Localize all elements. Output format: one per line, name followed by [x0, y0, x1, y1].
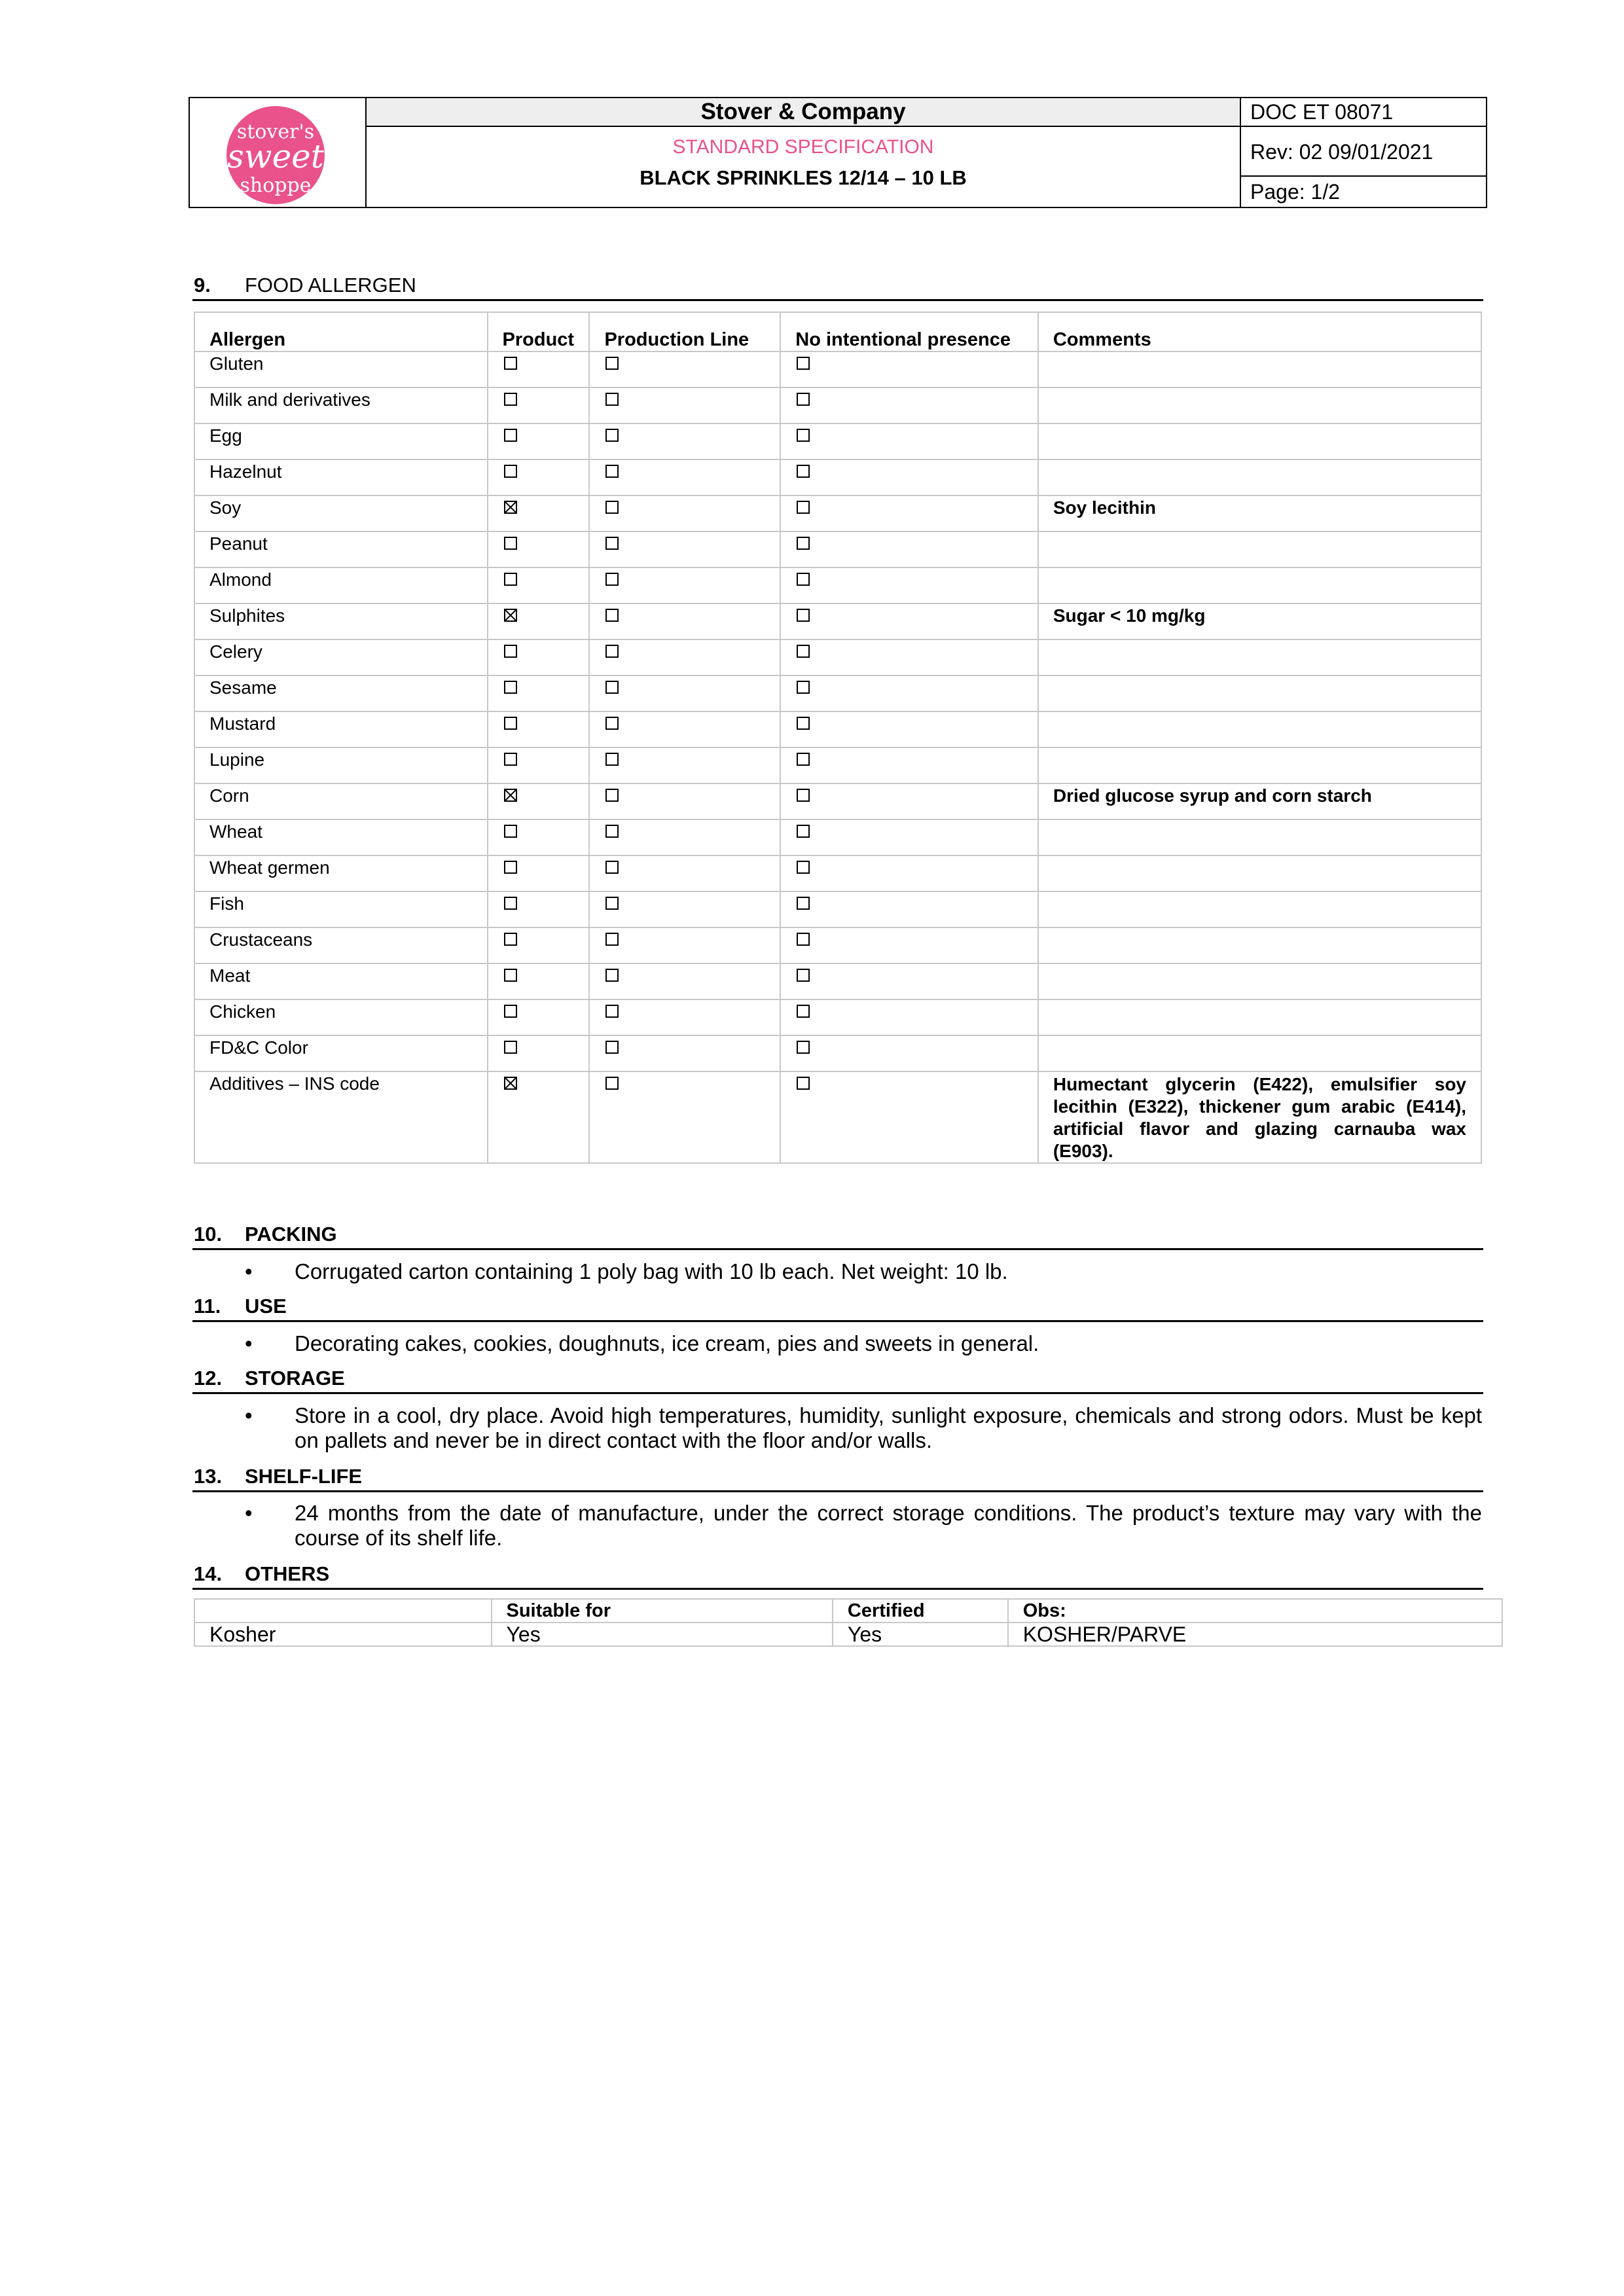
no-intentional-presence-checkbox-cell	[780, 351, 1038, 387]
no-intentional-presence-checkbox-cell	[780, 531, 1038, 567]
allergen-name: Chicken	[194, 999, 488, 1035]
production-line-checkbox[interactable]	[605, 933, 619, 946]
no-intentional-presence-checkbox-cell	[780, 855, 1038, 891]
no-intentional-presence-checkbox-cell	[780, 963, 1038, 999]
production-line-checkbox[interactable]	[605, 501, 619, 514]
production-line-checkbox[interactable]	[605, 357, 619, 370]
allergen-comment	[1038, 531, 1481, 567]
allergen-comment	[1038, 387, 1481, 423]
allergen-comment	[1038, 999, 1481, 1035]
allergen-name: Almond	[194, 567, 488, 603]
no-intentional-presence-checkbox[interactable]	[797, 933, 810, 946]
production-line-checkbox[interactable]	[605, 645, 619, 658]
production-line-checkbox[interactable]	[605, 681, 619, 694]
allergen-name: Fish	[194, 891, 488, 927]
allergen-comment	[1038, 639, 1481, 675]
table-row	[194, 639, 1481, 675]
product-checkbox-cell	[488, 495, 590, 531]
allergen-name: Wheat germen	[194, 855, 488, 891]
table-row	[194, 855, 1481, 891]
no-intentional-presence-checkbox[interactable]	[797, 897, 810, 910]
col-production-line: Production Line	[589, 312, 780, 351]
product-checkbox[interactable]	[504, 969, 517, 982]
no-intentional-presence-checkbox[interactable]	[797, 861, 810, 874]
product-checkbox-cell	[488, 783, 590, 819]
section-title: SHELF-LIFE	[245, 1465, 363, 1488]
no-intentional-presence-checkbox-cell	[780, 999, 1038, 1035]
no-intentional-presence-checkbox[interactable]	[797, 789, 810, 802]
product-checkbox[interactable]	[504, 789, 517, 802]
allergen-name: Hazelnut	[194, 459, 488, 495]
section-packing	[192, 1221, 1483, 1250]
product-checkbox[interactable]	[504, 357, 517, 370]
no-intentional-presence-checkbox[interactable]	[797, 717, 810, 730]
allergen-name: Meat	[194, 963, 488, 999]
no-intentional-presence-checkbox-cell	[780, 387, 1038, 423]
production-line-checkbox-cell	[589, 1071, 780, 1163]
production-line-checkbox-cell	[589, 747, 780, 783]
production-line-checkbox-cell	[589, 531, 780, 567]
no-intentional-presence-checkbox-cell	[780, 675, 1038, 711]
others-certified: Yes	[833, 1623, 1008, 1646]
document-header	[189, 97, 1487, 208]
section-number: 12.	[194, 1367, 223, 1390]
col-allergen: Allergen	[194, 312, 488, 351]
section-number: 13.	[194, 1465, 223, 1488]
no-intentional-presence-checkbox[interactable]	[797, 429, 810, 442]
table-row	[194, 1071, 1481, 1163]
section-storage	[192, 1365, 1483, 1394]
no-intentional-presence-checkbox-cell	[780, 567, 1038, 603]
col-no-intentional-presence: No intentional presence	[780, 312, 1038, 351]
no-intentional-presence-checkbox[interactable]	[797, 1041, 810, 1054]
product-checkbox-cell	[488, 855, 590, 891]
no-intentional-presence-checkbox[interactable]	[797, 609, 810, 622]
no-intentional-presence-checkbox[interactable]	[797, 969, 810, 982]
no-intentional-presence-checkbox-cell	[780, 459, 1038, 495]
allergen-name: Gluten	[194, 351, 488, 387]
allergen-name: Milk and derivatives	[194, 387, 488, 423]
others-suitable: Yes	[492, 1623, 833, 1646]
section-number: 10.	[194, 1223, 223, 1246]
production-line-checkbox-cell	[589, 711, 780, 747]
col-item	[194, 1599, 492, 1623]
allergen-name: Egg	[194, 423, 488, 459]
table-row	[194, 459, 1481, 495]
table-row	[194, 531, 1481, 567]
allergen-name: Soy	[194, 495, 488, 531]
product-checkbox[interactable]	[504, 681, 517, 694]
col-suitable-for: Suitable for	[492, 1599, 833, 1623]
section-title: OTHERS	[245, 1562, 330, 1585]
no-intentional-presence-checkbox-cell	[780, 711, 1038, 747]
no-intentional-presence-checkbox[interactable]	[797, 645, 810, 658]
product-checkbox[interactable]	[504, 465, 517, 478]
allergen-comment	[1038, 423, 1481, 459]
product-checkbox[interactable]	[504, 393, 517, 406]
allergen-table-body	[194, 351, 1481, 1163]
product-checkbox-cell	[488, 603, 590, 639]
production-line-checkbox[interactable]	[605, 537, 619, 550]
allergen-comment	[1038, 567, 1481, 603]
allergen-comment	[1038, 351, 1481, 387]
section-others	[192, 1561, 1483, 1590]
no-intentional-presence-checkbox[interactable]	[797, 1005, 810, 1018]
production-line-checkbox[interactable]	[605, 1005, 619, 1018]
bullet-text: Decorating cakes, cookies, doughnuts, ice cream, pies and sweets in general.	[295, 1331, 1039, 1355]
production-line-checkbox[interactable]	[605, 393, 619, 406]
table-row	[194, 711, 1481, 747]
no-intentional-presence-checkbox-cell	[780, 783, 1038, 819]
product-checkbox-cell	[488, 891, 590, 927]
allergen-name: Celery	[194, 639, 488, 675]
product-checkbox-cell	[488, 927, 590, 963]
product-checkbox-cell	[488, 963, 590, 999]
no-intentional-presence-checkbox[interactable]	[797, 753, 810, 766]
section-food-allergen	[192, 272, 1483, 301]
page-number: Page: 1/2	[1250, 180, 1340, 204]
doc-number: DOC ET 08071	[1241, 98, 1486, 127]
production-line-checkbox[interactable]	[605, 609, 619, 622]
table-row	[194, 351, 1481, 387]
bullet-text: Store in a cool, dry place. Avoid high temperatures, humidity, sunlight exposure, chemicals and strong odors. Must be kept on pallets and never be in direct contact with the floor and/or walls.	[295, 1403, 1482, 1452]
bullet-icon: •	[245, 1331, 253, 1355]
no-intentional-presence-checkbox-cell	[780, 423, 1038, 459]
production-line-checkbox-cell	[589, 855, 780, 891]
allergen-name: Sesame	[194, 675, 488, 711]
brand-logo	[226, 106, 325, 204]
no-intentional-presence-checkbox-cell	[780, 639, 1038, 675]
production-line-checkbox[interactable]	[605, 717, 619, 730]
allergen-name: Peanut	[194, 531, 488, 567]
product-checkbox-cell	[488, 459, 590, 495]
spec-type: STANDARD SPECIFICATION	[672, 136, 934, 158]
logo-line-3: shoppe	[240, 174, 312, 197]
bullet-icon: •	[245, 1259, 253, 1283]
production-line-checkbox-cell	[589, 675, 780, 711]
table-row	[194, 963, 1481, 999]
production-line-checkbox-cell	[589, 351, 780, 387]
bullet-icon: •	[245, 1403, 253, 1427]
production-line-checkbox[interactable]	[605, 1077, 619, 1090]
allergen-comment	[1038, 891, 1481, 927]
revision: Rev: 02 09/01/2021	[1241, 127, 1486, 177]
allergen-table-header	[194, 312, 1481, 351]
production-line-checkbox-cell	[589, 639, 780, 675]
section-use	[192, 1293, 1483, 1322]
production-line-checkbox-cell	[589, 495, 780, 531]
allergen-comment	[1038, 819, 1481, 855]
allergen-table	[194, 312, 1482, 1164]
table-row	[194, 783, 1481, 819]
product-checkbox[interactable]	[504, 573, 517, 586]
product-checkbox[interactable]	[504, 1077, 517, 1090]
others-table	[194, 1598, 1503, 1647]
table-row	[194, 603, 1481, 639]
allergen-name: Sulphites	[194, 603, 488, 639]
section-number: 9.	[194, 274, 211, 296]
product-checkbox[interactable]	[504, 897, 517, 910]
col-certified: Certified	[833, 1599, 1008, 1623]
allergen-name: FD&C Color	[194, 1035, 488, 1071]
production-line-checkbox[interactable]	[605, 969, 619, 982]
allergen-comment: Sugar < 10 mg/kg	[1038, 603, 1481, 639]
production-line-checkbox[interactable]	[605, 825, 619, 838]
allergen-comment: Dried glucose syrup and corn starch	[1038, 783, 1481, 819]
section-title: STORAGE	[245, 1367, 345, 1390]
production-line-checkbox-cell	[589, 999, 780, 1035]
others-item: Kosher	[194, 1623, 492, 1646]
production-line-checkbox-cell	[589, 387, 780, 423]
section-title: PACKING	[245, 1223, 337, 1246]
bullet-icon: •	[245, 1501, 253, 1525]
section-title: USE	[245, 1295, 287, 1318]
section-shelf-life	[192, 1463, 1483, 1492]
product-checkbox-cell	[488, 675, 590, 711]
section-title: FOOD ALLERGEN	[245, 274, 416, 296]
product-checkbox[interactable]	[504, 1005, 517, 1018]
table-row	[194, 387, 1481, 423]
logo-line-2: sweet	[227, 137, 324, 175]
no-intentional-presence-checkbox[interactable]	[797, 825, 810, 838]
col-product: Product	[488, 312, 590, 351]
product-checkbox[interactable]	[504, 429, 517, 442]
production-line-checkbox[interactable]	[605, 465, 619, 478]
product-checkbox-cell	[488, 387, 590, 423]
product-checkbox-cell	[488, 711, 590, 747]
table-row	[194, 1623, 1502, 1646]
product-checkbox-cell	[488, 423, 590, 459]
production-line-checkbox-cell	[589, 603, 780, 639]
others-table-header	[194, 1599, 1502, 1623]
section-number: 14.	[194, 1562, 223, 1585]
table-row	[194, 1035, 1481, 1071]
allergen-name: Mustard	[194, 711, 488, 747]
product-checkbox-cell	[488, 567, 590, 603]
product-checkbox[interactable]	[504, 861, 517, 874]
table-row	[194, 675, 1481, 711]
table-row	[194, 999, 1481, 1035]
allergen-comment	[1038, 963, 1481, 999]
no-intentional-presence-checkbox-cell	[780, 1035, 1038, 1071]
product-checkbox-cell	[488, 1035, 590, 1071]
allergen-comment	[1038, 1035, 1481, 1071]
no-intentional-presence-checkbox[interactable]	[797, 465, 810, 478]
no-intentional-presence-checkbox[interactable]	[797, 357, 810, 370]
col-obs: Obs:	[1008, 1599, 1502, 1623]
production-line-checkbox-cell	[589, 891, 780, 927]
production-line-checkbox-cell	[589, 783, 780, 819]
no-intentional-presence-checkbox-cell	[780, 927, 1038, 963]
allergen-comment: Humectant glycerin (E422), emulsifier soy lecithin (E322), thickener gum arabic (E414), artificial flavor and glazing carnauba wax (E903).	[1038, 1071, 1481, 1163]
allergen-comment	[1038, 855, 1481, 891]
no-intentional-presence-checkbox[interactable]	[797, 573, 810, 586]
product-checkbox[interactable]	[504, 753, 517, 766]
allergen-comment	[1038, 675, 1481, 711]
product-checkbox-cell	[488, 531, 590, 567]
product-checkbox-cell	[488, 819, 590, 855]
col-comments: Comments	[1038, 312, 1481, 351]
product-checkbox-cell	[488, 1071, 590, 1163]
logo-cell	[190, 98, 367, 207]
no-intentional-presence-checkbox-cell	[780, 819, 1038, 855]
bullet-text: 24 months from the date of manufacture, under the correct storage conditions. The product’s texture may vary with the course of its shelf life.	[295, 1501, 1482, 1550]
no-intentional-presence-checkbox[interactable]	[797, 501, 810, 514]
section-number: 11.	[194, 1295, 221, 1318]
production-line-checkbox[interactable]	[605, 753, 619, 766]
production-line-checkbox[interactable]	[605, 789, 619, 802]
allergen-comment	[1038, 927, 1481, 963]
product-checkbox[interactable]	[504, 933, 517, 946]
production-line-checkbox[interactable]	[605, 573, 619, 586]
production-line-checkbox[interactable]	[605, 429, 619, 442]
product-checkbox-cell	[488, 747, 590, 783]
no-intentional-presence-checkbox-cell	[780, 603, 1038, 639]
allergen-comment	[1038, 459, 1481, 495]
allergen-name: Corn	[194, 783, 488, 819]
no-intentional-presence-checkbox-cell	[780, 891, 1038, 927]
table-row	[194, 567, 1481, 603]
production-line-checkbox[interactable]	[605, 861, 619, 874]
product-checkbox[interactable]	[504, 609, 517, 622]
product-checkbox[interactable]	[504, 717, 517, 730]
product-checkbox[interactable]	[504, 825, 517, 838]
allergen-name: Additives – INS code	[194, 1071, 488, 1163]
product-checkbox-cell	[488, 639, 590, 675]
production-line-checkbox-cell	[589, 459, 780, 495]
table-row	[194, 495, 1481, 531]
bullet-text: Corrugated carton containing 1 poly bag with 10 lb each. Net weight: 10 lb.	[295, 1259, 1008, 1283]
production-line-checkbox-cell	[589, 1035, 780, 1071]
allergen-comment: Soy lecithin	[1038, 495, 1481, 531]
no-intentional-presence-checkbox-cell	[780, 1071, 1038, 1163]
allergen-name: Crustaceans	[194, 927, 488, 963]
logo-line-1: stover's	[236, 120, 315, 143]
production-line-checkbox-cell	[589, 567, 780, 603]
no-intentional-presence-checkbox[interactable]	[797, 1077, 810, 1090]
no-intentional-presence-checkbox-cell	[780, 495, 1038, 531]
allergen-name: Wheat	[194, 819, 488, 855]
product-checkbox-cell	[488, 999, 590, 1035]
product-checkbox-cell	[488, 351, 590, 387]
table-row	[194, 423, 1481, 459]
table-row	[194, 927, 1481, 963]
no-intentional-presence-checkbox[interactable]	[797, 681, 810, 694]
company-name: Stover & Company	[367, 98, 1240, 127]
no-intentional-presence-checkbox[interactable]	[797, 537, 810, 550]
product-name: BLACK SPRINKLES 12/14 – 10 LB	[640, 166, 967, 189]
production-line-checkbox-cell	[589, 927, 780, 963]
product-checkbox[interactable]	[504, 1041, 517, 1054]
no-intentional-presence-checkbox[interactable]	[797, 393, 810, 406]
table-row	[194, 891, 1481, 927]
others-obs: KOSHER/PARVE	[1008, 1623, 1502, 1646]
product-checkbox[interactable]	[504, 645, 517, 658]
allergen-name: Lupine	[194, 747, 488, 783]
allergen-comment	[1038, 711, 1481, 747]
table-row	[194, 819, 1481, 855]
no-intentional-presence-checkbox-cell	[780, 747, 1038, 783]
production-line-checkbox[interactable]	[605, 1041, 619, 1054]
table-row	[194, 747, 1481, 783]
allergen-comment	[1038, 747, 1481, 783]
product-checkbox[interactable]	[504, 501, 517, 514]
product-checkbox[interactable]	[504, 537, 517, 550]
production-line-checkbox-cell	[589, 819, 780, 855]
header-title-cell	[367, 98, 1241, 207]
production-line-checkbox[interactable]	[605, 897, 619, 910]
production-line-checkbox-cell	[589, 963, 780, 999]
production-line-checkbox-cell	[589, 423, 780, 459]
